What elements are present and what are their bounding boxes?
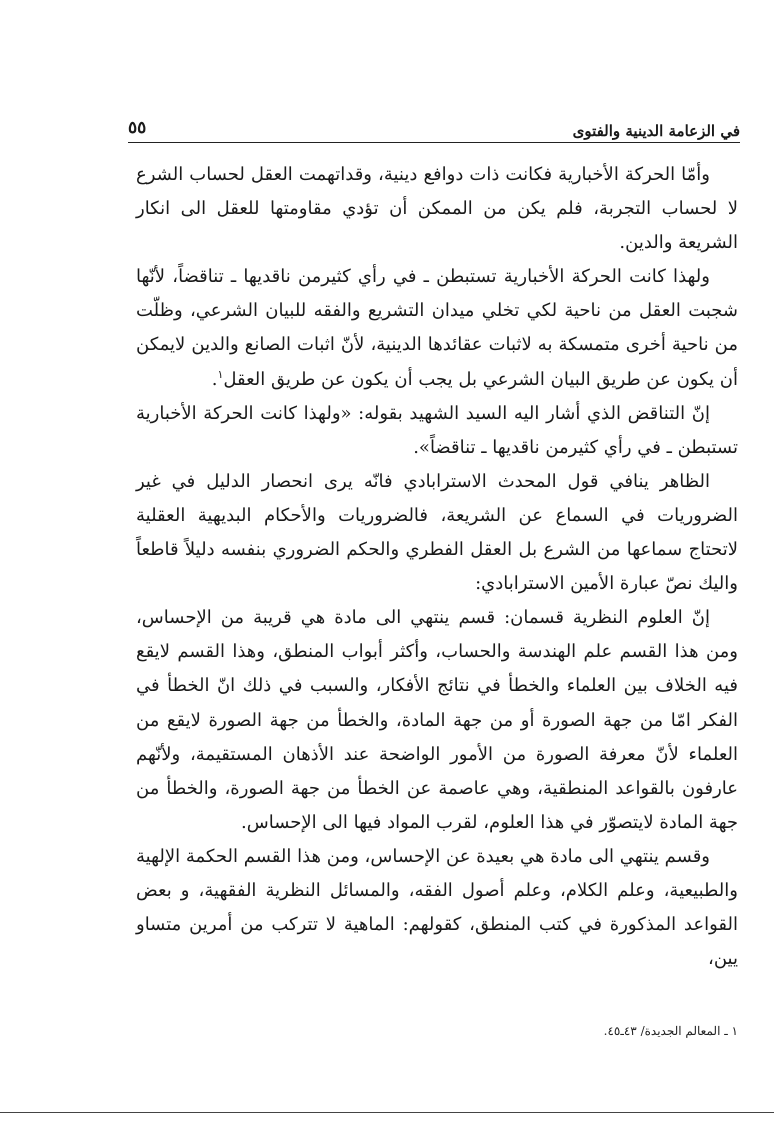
page-bottom-edge: [0, 1112, 774, 1113]
paragraph: إنّ العلوم النظرية قسمان: قسم ينتهي الى مادة هي قريبة من الإحساس، ومن هذا القسم علم الهندسة والحساب، وأكثر أبواب المنطق، وهذا القسم لايقع فيه الخلاف بين العلماء والخطأ في نتائج الأفكار، والسبب في ذلك انّ الخطأ في الفكر امّا من جهة الصورة أو من جهة المادة، والخطأ من جهة الصورة لايقع من العلماء لأنّ معرفة الصورة من الأمور الواضحة عند الأذهان المستقيمة، ولأنّهم عارفون بالقواعد المنطقية، وهي عاصمة عن الخطأ من جهة الصورة، والخطأ من جهة المادة لايتصوّر في هذا العلوم، لقرب المواد فيها الى الإحساس.: [136, 607, 738, 833]
running-title: في الزعامة الدينية والفتوى: [572, 122, 740, 140]
header-rule: [128, 142, 740, 143]
paragraph: إنّ التناقض الذي أشار اليه السيد الشهيد بقوله: «ولهذا كانت الحركة الأخبارية تستبطن ـ في رأي كثيرمن ناقديها ـ تناقضاً».: [136, 402, 738, 458]
footnote-marker: ١: [217, 367, 224, 381]
paragraph: الظاهر ينافي قول المحدث الاسترابادي فانّه يرى انحصار الدليل في غير الضروريات في السماع عن الشريعة، فالضروريات والأحكام البديهية العقلية لاتحتاج سماعها من الشرع بل العقل الفطري والحكم الضروري بنفسه دليلاً قاطعاً واليك نصّ عبارة الأمين الاسترابادي:: [136, 470, 738, 595]
paragraph-text: ولهذا كانت الحركة الأخبارية تستبطن ـ في رأي كثيرمن ناقديها ـ تناقضاً، لأنّها شجبت العقل من ناحية لكي تخلي ميدان التشريع والفقه للبيان الشرعي، وظلّت من ناحية أخرى متمسكة به لاثبات عقائدها الدينية، لأنّ اثبات الصانع والدين لايمكن أن يكون عن طريق البيان الشرعي بل يجب أن يكون عن طريق العقل: [136, 266, 738, 390]
page-number: ٥٥: [128, 118, 147, 138]
paragraph: وأمّا الحركة الأخبارية فكانت ذات دوافع دينية، وقداتهمت العقل لحساب الشرع لا لحساب التجربة، فلم يكن من الممكن أن تؤدي مقاومتها للعقل الى انكار الشريعة والدين.: [136, 164, 738, 254]
paragraph: ولهذا كانت الحركة الأخبارية تستبطن ـ في رأي كثيرمن ناقديها ـ تناقضاً، لأنّها شجبت العقل من ناحية لكي تخلي ميدان التشريع والفقه للبيان الشرعي، وظلّت من ناحية أخرى متمسكة به لاثبات عقائدها الدينية، لأنّ اثبات الصانع والدين لايمكن أن يكون عن طريق البيان الشرعي بل يجب أن يكون عن طريق العقل$^١$.: [136, 266, 738, 390]
running-header: [128, 112, 740, 142]
body-text: [136, 158, 738, 976]
paragraph: وقسم ينتهي الى مادة هي بعيدة عن الإحساس، ومن هذا القسم الحكمة الإلهية والطبيعية، وعلم الكلام، وعلم أصول الفقه، والمسائل النظرية الفقهية، و بعض القواعد المذكورة في كتب المنطق، كقولهم: الماهية لا تتركب من أمرين متساو يين،: [136, 845, 738, 970]
footnote: ١ ـ المعالم الجديدة/ ٤٣ـ٤٥.: [603, 1024, 738, 1038]
